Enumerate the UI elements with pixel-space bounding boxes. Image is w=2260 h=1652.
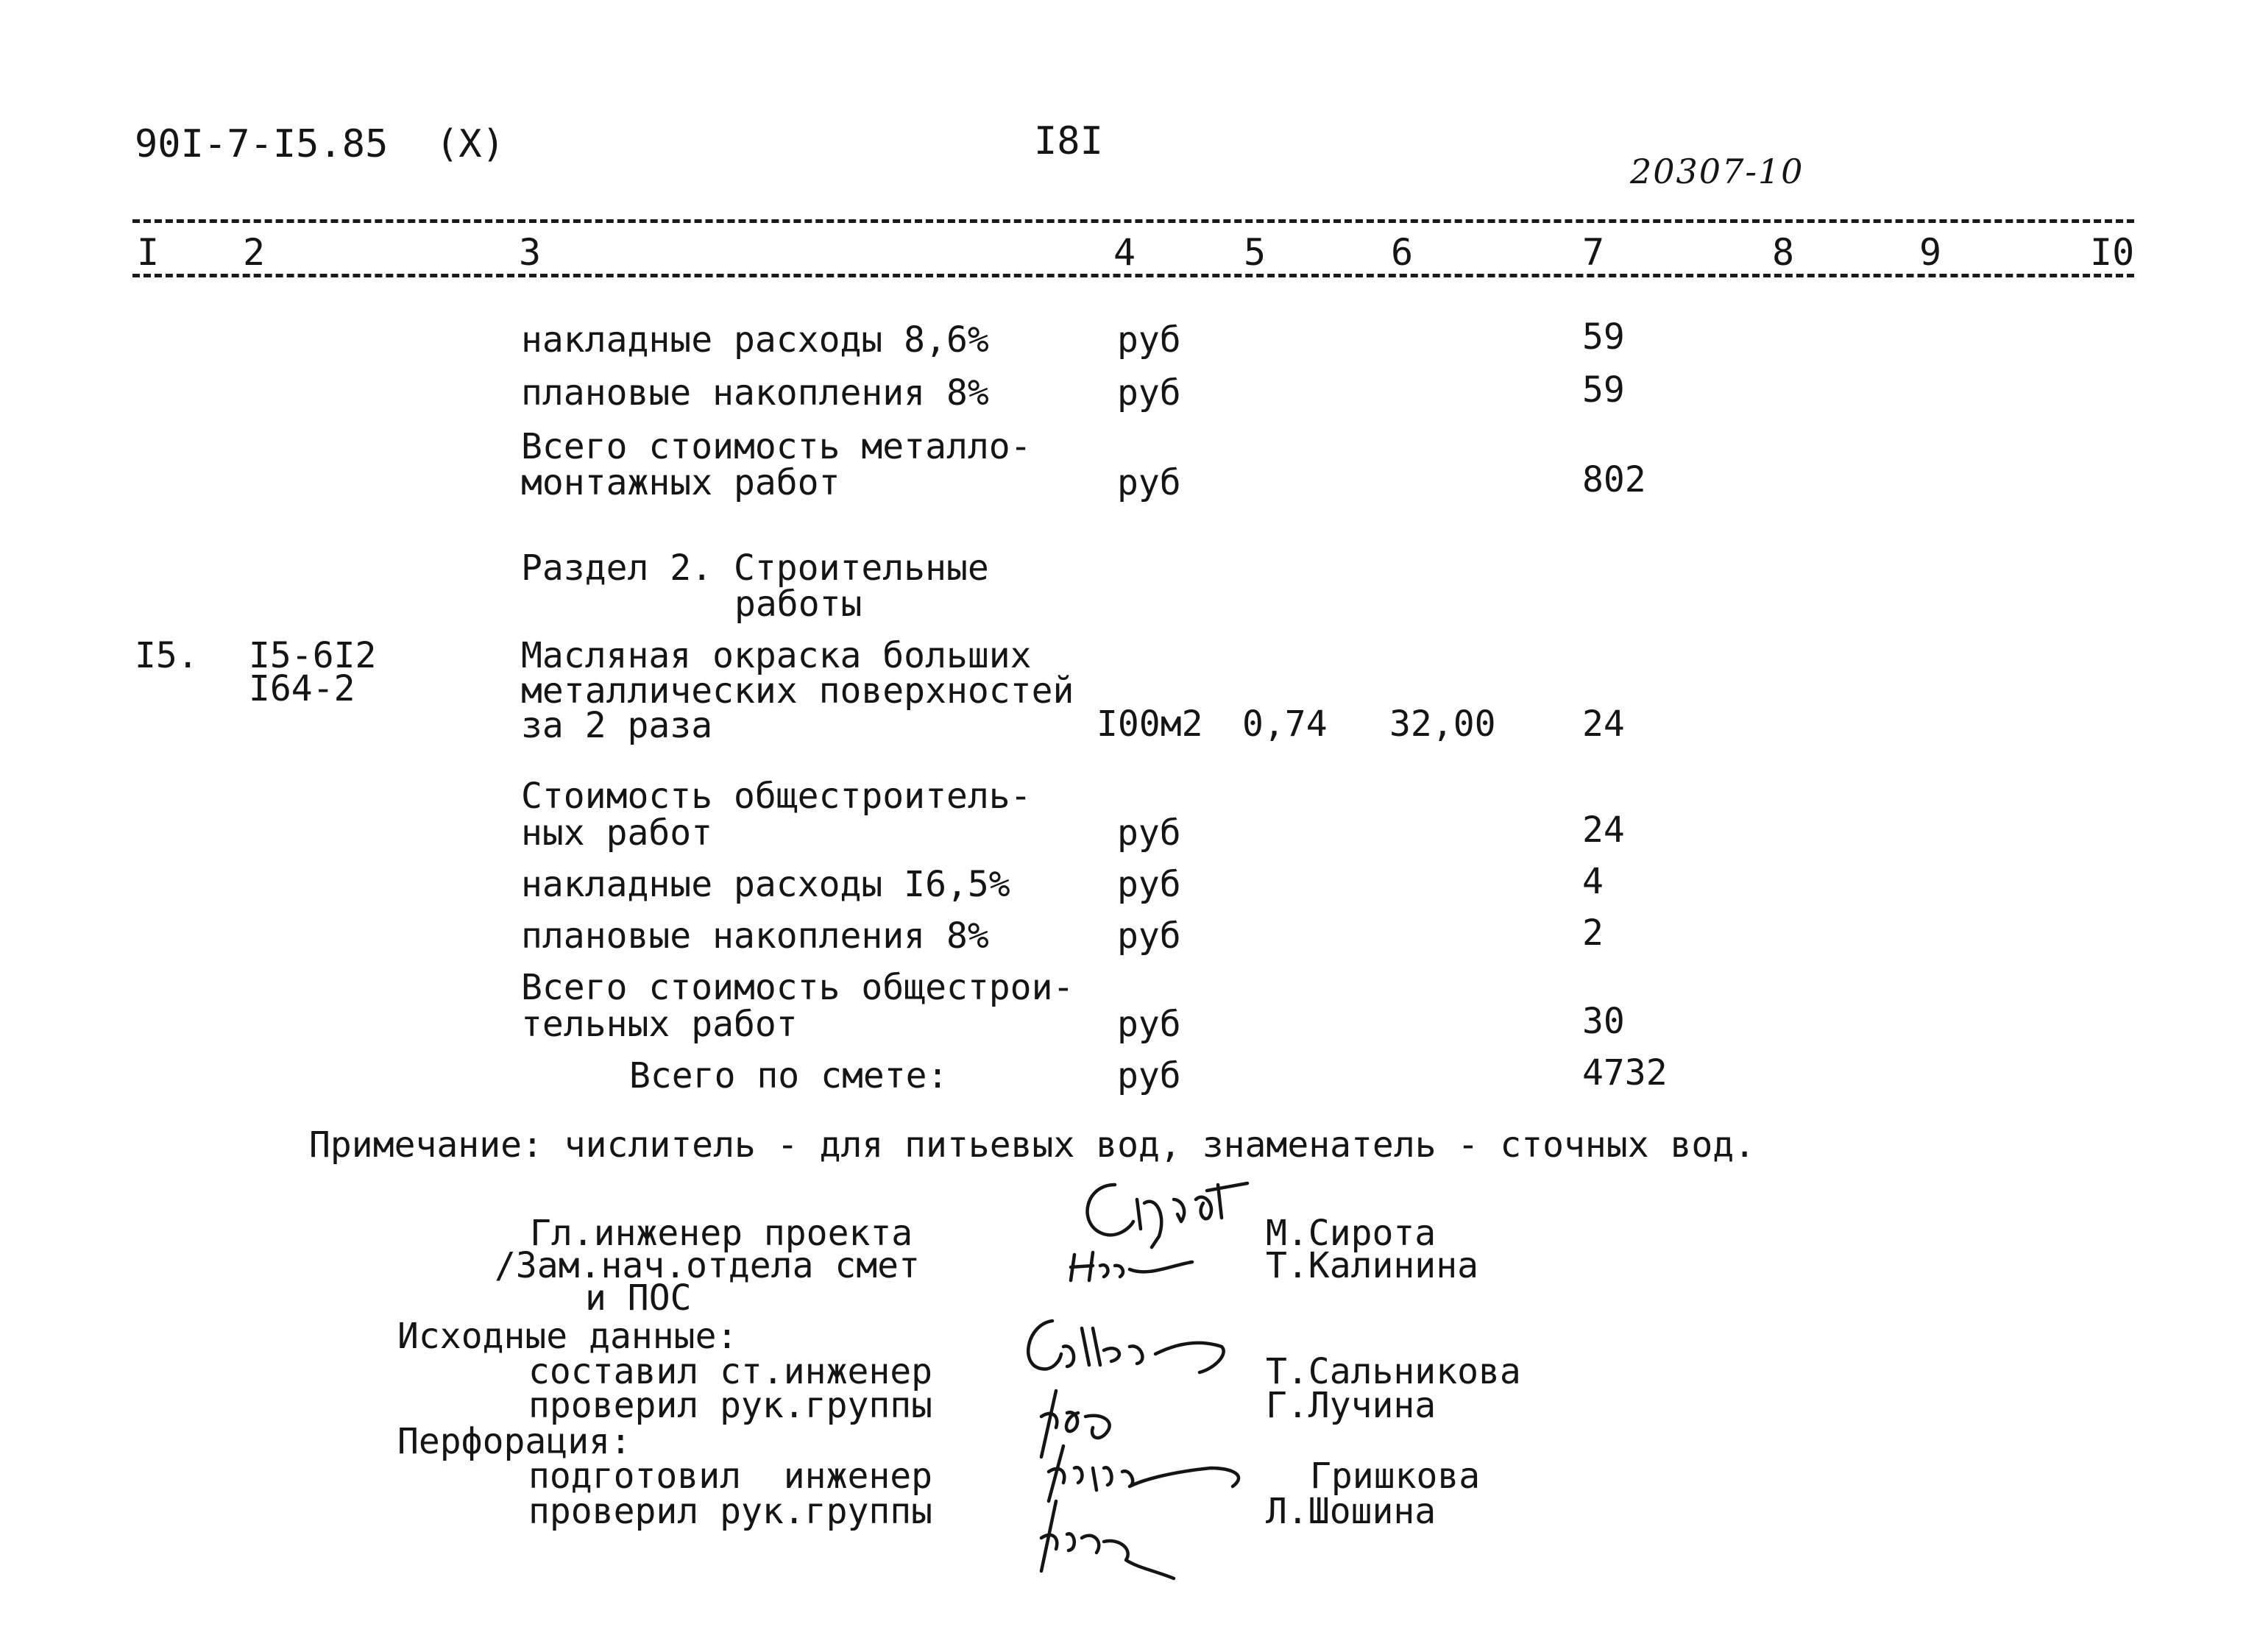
signature-checked-by-2 bbox=[1023, 1497, 1200, 1582]
signature-chief-engineer bbox=[1071, 1170, 1277, 1251]
row-general-total-value: 30 bbox=[1582, 1001, 1625, 1042]
column-header-10: I0 bbox=[2090, 231, 2135, 274]
header-bottom-dashed-rule bbox=[132, 274, 2134, 277]
compiled-by-name: Т.Сальникова bbox=[1266, 1351, 1521, 1392]
item-quantity: 0,74 bbox=[1242, 703, 1328, 745]
section-2-heading-line2: работы bbox=[734, 584, 862, 625]
checked-by-2-name: Л.Шошина bbox=[1266, 1491, 1437, 1532]
signature-deputy-head bbox=[1067, 1244, 1229, 1288]
row-planned-total: 59 bbox=[1582, 369, 1625, 411]
checked-by-2-label: проверил рук.группы bbox=[528, 1491, 933, 1532]
compiled-by-label: составил ст.инженер bbox=[528, 1351, 933, 1392]
row-planned2-desc: плановые накопления 8% bbox=[521, 915, 989, 957]
item-unit: I00м2 bbox=[1097, 703, 1203, 745]
row-general-cost-unit: руб bbox=[1117, 812, 1181, 854]
header-top-dashed-rule bbox=[132, 219, 2134, 223]
section-2-heading-line1: Раздел 2. Строительные bbox=[521, 547, 989, 589]
row-general-total-desc-line1: Всего стоимость общестрои- bbox=[521, 967, 1074, 1008]
footnote: Примечание: числитель - для питьевых вод, знаменатель - сточных вод. bbox=[309, 1124, 1756, 1166]
row-planned2-unit: руб bbox=[1117, 915, 1181, 957]
row-planned-unit: руб bbox=[1117, 372, 1181, 414]
row-overhead-total: 59 bbox=[1582, 316, 1625, 358]
checked-by-label: проверил рук.группы bbox=[528, 1385, 933, 1426]
column-header-7: 7 bbox=[1582, 231, 1605, 274]
row-overhead-desc: накладные расходы 8,6% bbox=[521, 319, 989, 361]
column-header-8: 8 bbox=[1772, 231, 1795, 274]
column-header-2: 2 bbox=[243, 231, 266, 274]
item-total: 24 bbox=[1582, 703, 1625, 745]
item-desc-line1: Масляная окраска больших bbox=[521, 635, 1032, 676]
grand-total-unit: руб bbox=[1117, 1055, 1181, 1096]
page-number: I8I bbox=[1034, 119, 1103, 163]
column-header-1: I bbox=[137, 231, 160, 274]
item-unit-price: 32,00 bbox=[1389, 703, 1496, 745]
handwritten-reference: 20307-10 bbox=[1630, 152, 1804, 191]
column-header-5: 5 bbox=[1244, 231, 1267, 274]
deputy-head-name: Т.Калинина bbox=[1266, 1245, 1478, 1286]
row-general-total-desc-line2: тельных работ bbox=[521, 1004, 798, 1045]
item-code-line2: I64-2 bbox=[249, 668, 355, 709]
document-suffix: (X) bbox=[436, 122, 505, 166]
column-header-6: 6 bbox=[1391, 231, 1414, 274]
row-metal-total-unit: руб bbox=[1117, 462, 1181, 503]
row-general-cost-desc-line1: Стоимость общестроитель- bbox=[521, 776, 1032, 817]
row-overhead2-desc: накладные расходы I6,5% bbox=[521, 864, 1010, 905]
row-general-cost-total: 24 bbox=[1582, 809, 1625, 851]
row-overhead2-unit: руб bbox=[1117, 864, 1181, 905]
item-code-line1: I5-6I2 bbox=[249, 635, 377, 676]
item-desc-line3: за 2 раза bbox=[521, 705, 713, 746]
signature-compiled-by bbox=[1008, 1314, 1244, 1387]
row-general-cost-desc-line2: ных работ bbox=[521, 812, 713, 854]
chief-engineer-label: Гл.инженер проекта bbox=[530, 1213, 913, 1254]
perforation-label: Перфорация: bbox=[397, 1421, 631, 1462]
row-general-total-unit: руб bbox=[1117, 1004, 1181, 1045]
row-overhead2-total: 4 bbox=[1582, 861, 1604, 902]
item-number: I5. bbox=[135, 635, 199, 676]
row-metal-total-desc-line1: Всего стоимость металло- bbox=[521, 426, 1032, 467]
item-desc-line2: металлических поверхностей bbox=[521, 670, 1074, 712]
chief-engineer-name: М.Сирота bbox=[1266, 1213, 1437, 1254]
grand-total-value: 4732 bbox=[1582, 1052, 1668, 1093]
document-code: 90I-7-I5.85 bbox=[135, 122, 389, 166]
row-overhead-unit: руб bbox=[1117, 319, 1181, 361]
column-header-9: 9 bbox=[1919, 231, 1942, 274]
row-metal-total-desc-line2: монтажных работ bbox=[521, 462, 840, 503]
column-header-3: 3 bbox=[519, 231, 542, 274]
column-header-4: 4 bbox=[1113, 231, 1136, 274]
prepared-by-name: Гришкова bbox=[1310, 1456, 1481, 1497]
prepared-by-label: подготовил инженер bbox=[528, 1456, 933, 1497]
row-planned2-total: 2 bbox=[1582, 912, 1604, 954]
row-metal-total-value: 802 bbox=[1582, 459, 1646, 500]
row-planned-desc: плановые накопления 8% bbox=[521, 372, 989, 414]
deputy-head-label-line2: и ПОС bbox=[585, 1277, 692, 1319]
checked-by-name: Г.Лучина bbox=[1266, 1385, 1437, 1426]
grand-total-label: Всего по смете: bbox=[629, 1055, 949, 1096]
source-data-label: Исходные данные: bbox=[397, 1316, 738, 1357]
deputy-head-label: /Зам.нач.отдела смет bbox=[495, 1245, 920, 1286]
